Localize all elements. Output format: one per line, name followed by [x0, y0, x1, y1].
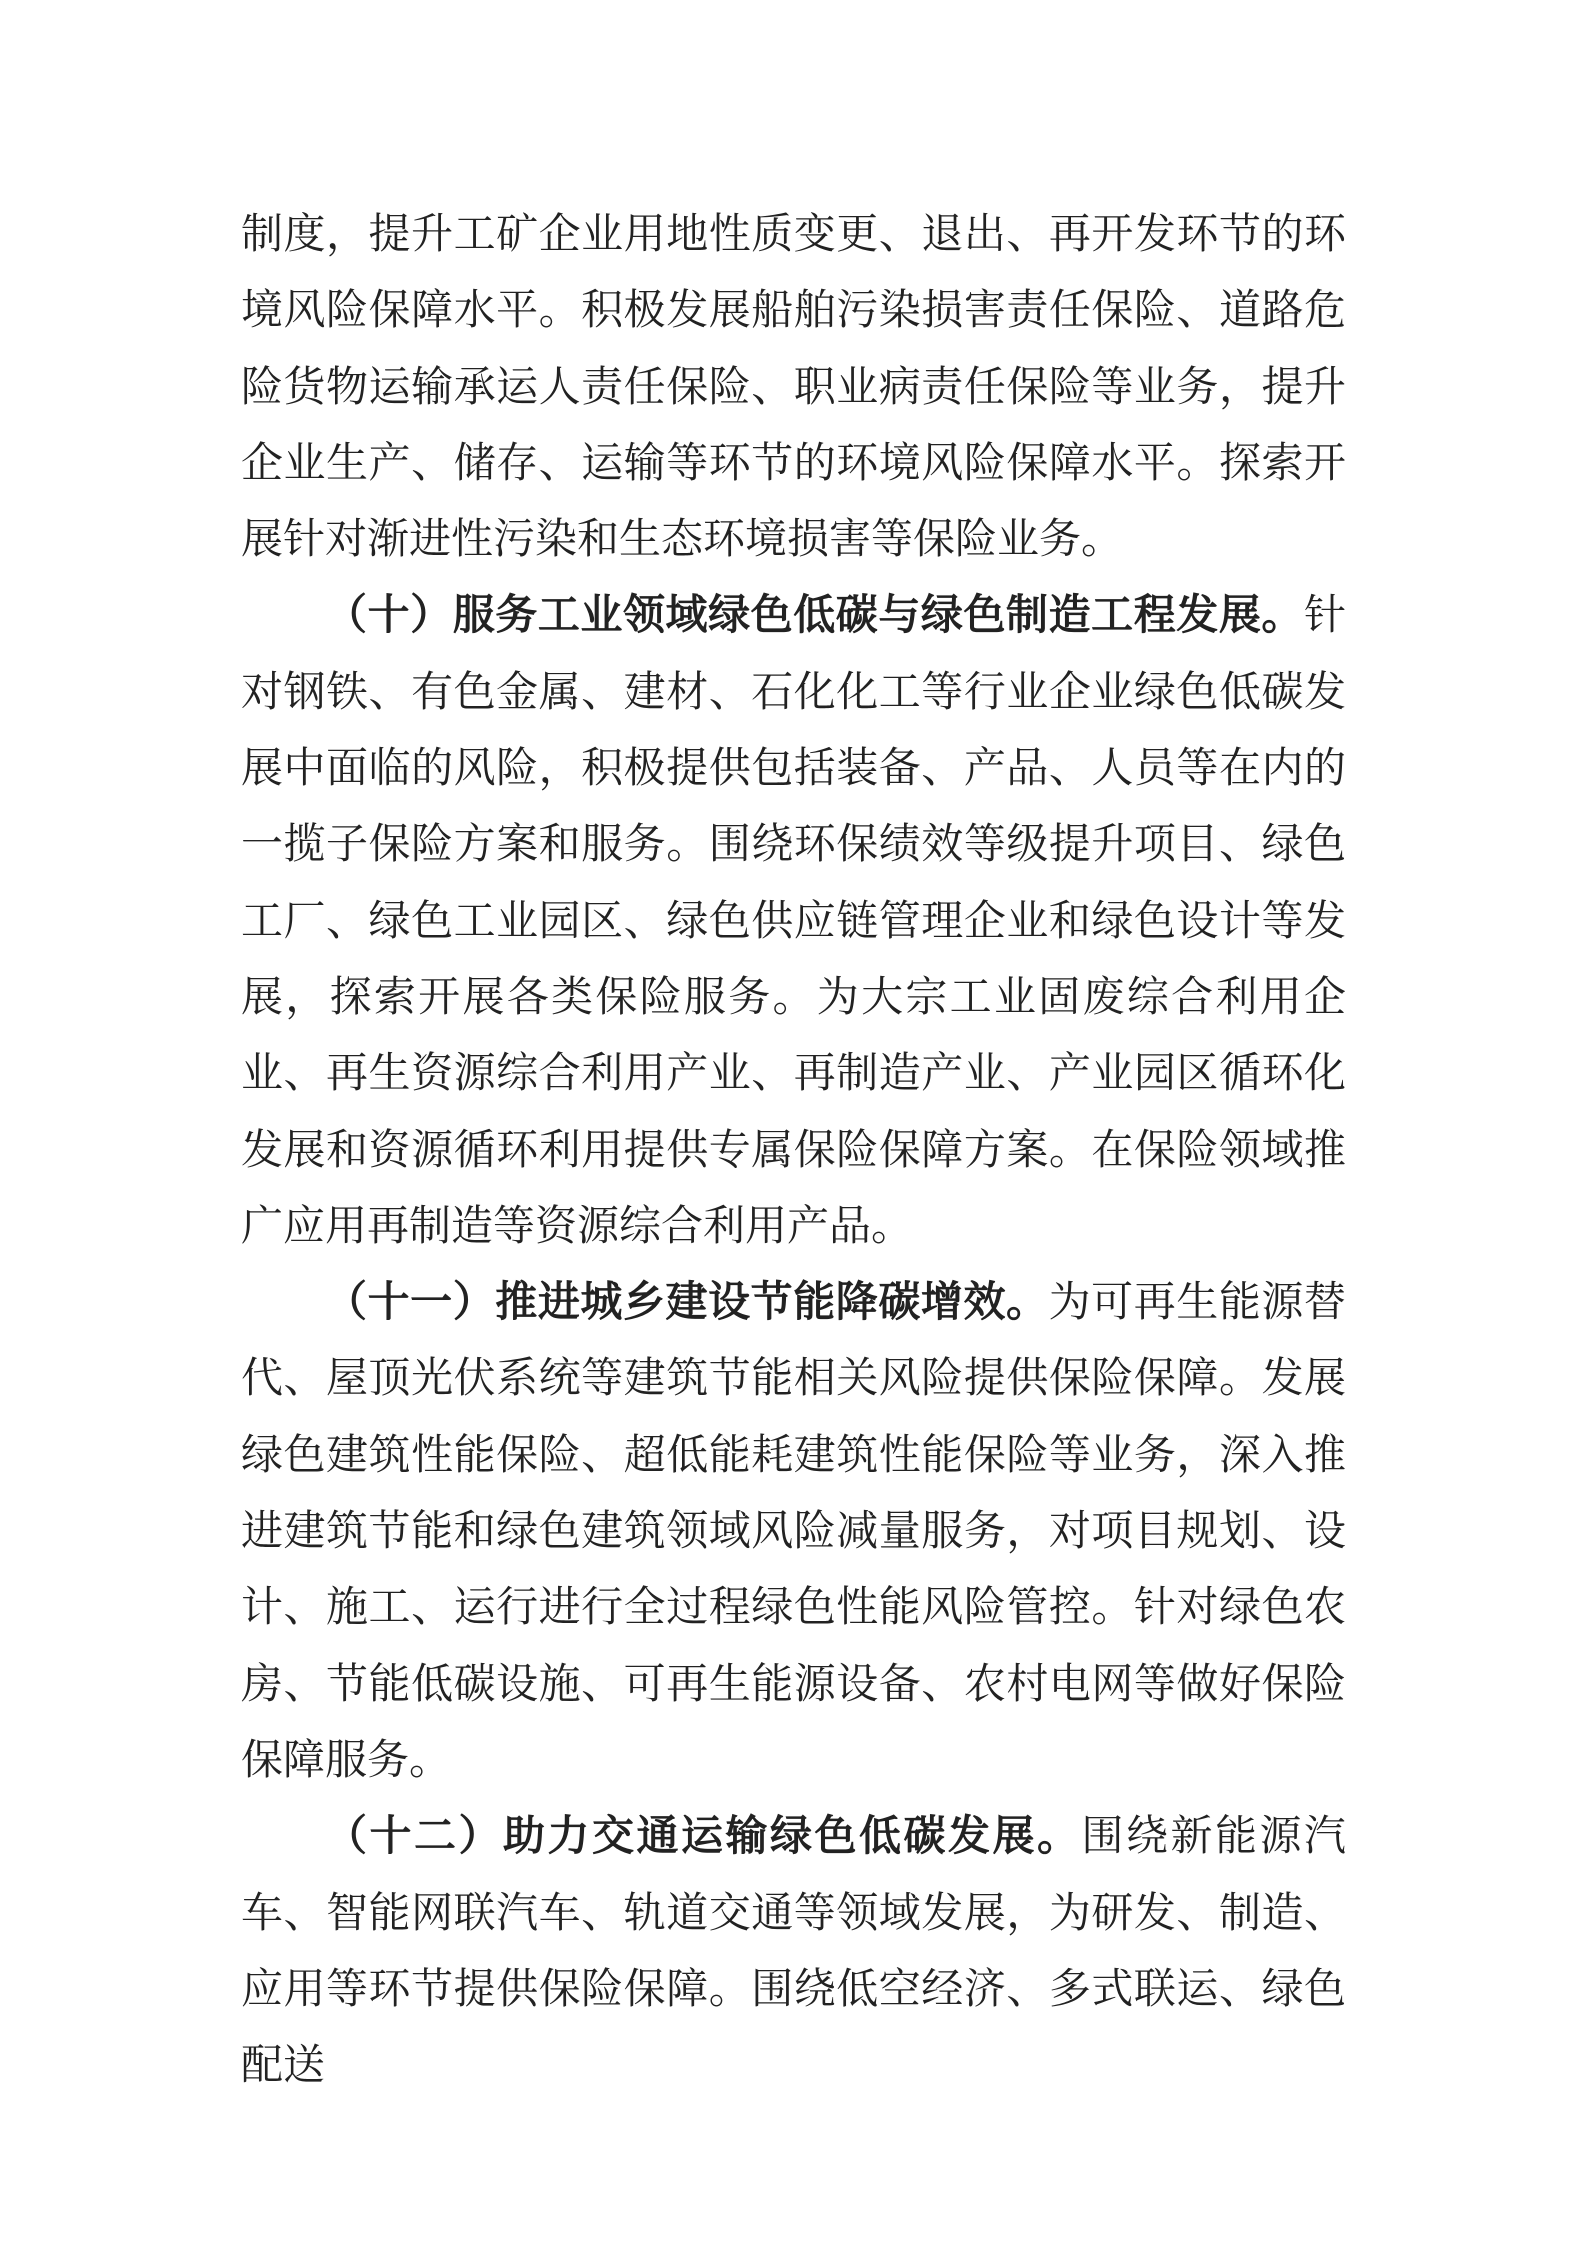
paragraph-text: 制度，提升工矿企业用地性质变更、退出、再开发环节的环境风险保障水平。积极发展船舶污染损害责任保险、道路危险货物运输承运人责任保险、职业病责任保险等业务，提升企业生产、储存、运输等环节的环境风险保障水平。探索开展针对渐进性污染和生态环境损害等保险业务。: [241, 209, 1346, 564]
paragraph-section-10: [241, 577, 1346, 1264]
paragraph-section-11: [241, 1264, 1346, 1798]
paragraph-continuation: [241, 196, 1346, 577]
paragraph-text: 针对钢铁、有色金属、建材、石化化工等行业企业绿色低碳发展中面临的风险，积极提供包括装备、产品、人员等在内的一揽子保险方案和服务。围绕环保绩效等级提升项目、绿色工厂、绿色工业园区、绿色供应链管理企业和绿色设计等发展，探索开展各类保险服务。为大宗工业固废综合利用企业、再生资源综合利用产业、再制造产业、产业园区循环化发展和资源循环利用提供专属保险保障方案。在保险领域推广应用再制造等资源综合利用产品。: [241, 590, 1346, 1250]
section-heading: （十二）助力交通运输绿色低碳发展。: [325, 1811, 1082, 1861]
document-body: [241, 196, 1346, 2103]
section-heading: （十一）推进城乡建设节能降碳增效。: [325, 1277, 1049, 1327]
paragraph-section-12: [241, 1798, 1346, 2103]
paragraph-text: 为可再生能源替代、屋顶光伏系统等建筑节能相关风险提供保险保障。发展绿色建筑性能保险、超低能耗建筑性能保险等业务，深入推进建筑节能和绿色建筑领域风险减量服务，对项目规划、设计、施工、运行进行全过程绿色性能风险管控。针对绿色农房、节能低碳设施、可再生能源设备、农村电网等做好保险保障服务。: [241, 1277, 1346, 1784]
paragraph-text: 围绕新能源汽车、智能网联汽车、轨道交通等领域发展，为研发、制造、应用等环节提供保险保障。围绕低空经济、多式联运、绿色配送: [241, 1811, 1346, 2090]
section-heading: （十）服务工业领域绿色低碳与绿色制造工程发展。: [325, 590, 1304, 640]
